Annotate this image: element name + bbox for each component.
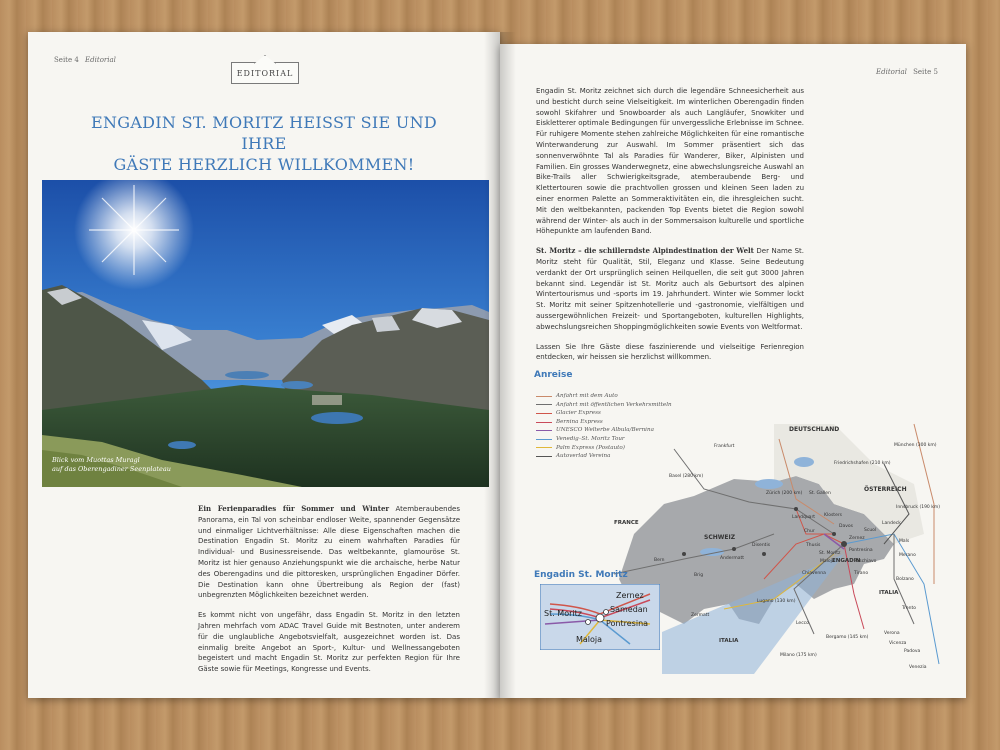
- legend-label: Venedig–St. Moritz Tour: [556, 435, 625, 442]
- right-page-number: Seite 5: [913, 68, 938, 76]
- label-milano: Milano (175 km): [780, 653, 817, 658]
- legend-item: [536, 392, 672, 401]
- label-italia-2: ITALIA: [879, 590, 899, 596]
- label-disentis: Disentis: [752, 543, 771, 548]
- legend-item: [536, 426, 672, 435]
- left-folio-section: Editorial: [85, 56, 116, 64]
- label-muenchen: München (300 km): [894, 443, 937, 448]
- book-spine-shadow: [484, 32, 516, 698]
- legend-line-swatch: [536, 447, 552, 448]
- label-france: FRANCE: [614, 520, 639, 526]
- anreise-title: Anreise: [534, 370, 573, 380]
- left-body-text: [198, 504, 460, 684]
- label-scuol: Scuol: [864, 528, 877, 533]
- legend-item: [536, 409, 672, 418]
- left-paragraph-2: Es kommt nicht von ungefähr, dass Engadin St. Moritz in den letzten Jahren mehrfach vom ADAC Travel Guide mit Bestnoten, unter anderem für die unglaubliche Angebotsvielfalt, ausgezeichnet worden ist. Das einmalig breite Angebot an Sport-, Kultur- und Wellnessangeboten begeistert und macht Engadin St. Moritz zur perfekten Region für Ihre Gäste sowie für Meetings, Kongresse und Events.: [198, 611, 460, 674]
- label-brig: Brig: [694, 573, 704, 578]
- right-body-text: [536, 86, 804, 372]
- right-page: [500, 44, 966, 698]
- label-friedrichshafen: Friedrichshafen (210 km): [834, 461, 891, 466]
- editorial-badge: [231, 62, 299, 84]
- label-verona: Verona: [884, 631, 900, 636]
- right-folio: [876, 68, 942, 76]
- legend-line-swatch: [536, 413, 552, 414]
- label-pontresina: Pontresina: [849, 548, 873, 553]
- left-page-number: Seite 4: [54, 56, 79, 64]
- legend-item: [536, 435, 672, 444]
- photo-caption-line-2: auf das Oberengadiner Seenplateau: [52, 465, 171, 473]
- label-lugano: Lugano (130 km): [757, 599, 796, 604]
- legend-line-swatch: [536, 456, 552, 457]
- legend-label: Autoverlad Vereina: [556, 453, 611, 460]
- left-paragraph-1-text: Atemberaubendes Panorama, ein Tal von scheinbar endloser Weite, spannender Gegensätze und einmaliger Lichtverhältnisse: Alle diese Eigenschaften machen die Destination Engadin St. Moritz zu einem wahrhaften Paradies für Individual- und Businessreisende. Das weltbekannte, glamouröse St. Moritz ist hier genauso Anziehungspunkt wie die archaische, herbe Natur des Oberengadins und die pittoresken, ursprünglichen Engadiner Dörfer. Die Destination kann ohne Übertreibung als Region der (fast) unbegrenzten Möglichkeiten bezeichnet werden.: [198, 505, 460, 600]
- right-folio-section: Editorial: [876, 68, 907, 76]
- label-padova: Padova: [904, 649, 921, 654]
- right-paragraph-2-lead: St. Moritz – die schillerndste Alpindestination der Welt: [536, 246, 754, 256]
- label-bern: Bern: [654, 558, 665, 563]
- headline-line-1: ENGADIN ST. MORITZ HEISST SIE UND IHRE: [90, 113, 438, 153]
- label-chur: Chur: [804, 529, 815, 534]
- label-klosters: Klosters: [824, 513, 843, 518]
- editorial-badge-label: EDITORIAL: [236, 68, 294, 78]
- label-maloja: Maloja: [820, 559, 835, 564]
- inset-label-maloja: Maloja: [576, 635, 603, 644]
- left-paragraph-1: [198, 504, 460, 601]
- label-lecco: Lecco: [796, 621, 809, 626]
- legend-line-swatch: [536, 439, 552, 440]
- right-paragraph-2-text: Der Name St. Moritz steht für Qualität, Stil, Eleganz und Klasse. Seine Bedeutung verdankt der Ort ursprünglich seinen Heilquellen, die seit gut 3000 Jahren bekannt sind. Legendär ist St. Moritz auch als Geburtsort des alpinen Wintertourismus und -sports im 19. Jahrhundert. Winter wie Sommer lockt St. Moritz mit seiner Spitzenhotellerie und -gastronomie, vielfältigen und aussergewöhnlichen Freizeit- und Sportangeboten, kulturellen Highlights, abwechslungsreichen Shoppingmöglichkeiten sowie Events von Weltformat.: [536, 247, 804, 331]
- label-merano: Merano: [899, 553, 916, 558]
- legend-label: Glacier Express: [556, 410, 601, 417]
- page-headline: [68, 112, 460, 175]
- label-italia: ITALIA: [719, 638, 739, 644]
- inset-label-samedan: Samedan: [610, 605, 648, 614]
- photo-caption-line-1: Blick vom Muottas Muragl: [52, 456, 140, 464]
- label-innsbruck: Innsbruck (190 km): [896, 505, 940, 510]
- label-zermatt: Zermatt: [691, 613, 710, 618]
- label-frankfurt: Frankfurt: [714, 444, 735, 449]
- left-page: [28, 32, 500, 698]
- inset-label-zernez: Zernez: [616, 591, 644, 600]
- label-bergamo: Bergamo (145 km): [826, 635, 869, 640]
- label-thusis: Thusis: [806, 543, 821, 548]
- label-davos: Davos: [839, 524, 853, 529]
- left-folio: [54, 56, 116, 64]
- label-bolzano: Bolzano: [896, 577, 914, 582]
- right-paragraph-2: [536, 246, 804, 332]
- label-poschiavo: Poschiavo: [854, 559, 877, 564]
- label-landquart: Landquart: [792, 515, 816, 520]
- legend-label: Bernina Express: [556, 418, 603, 425]
- legend-item: [536, 401, 672, 410]
- label-tirano: Tirano: [854, 571, 869, 576]
- label-st-moritz: St. Moritz: [819, 551, 841, 556]
- label-basel: Basel (280 km): [669, 474, 704, 479]
- photo-caption: [52, 456, 171, 474]
- label-st-gallen: St. Gallen: [809, 491, 831, 496]
- legend-label: Anfahrt mit öffentlichen Verkehrsmitteln: [556, 401, 672, 408]
- label-deutschland: DEUTSCHLAND: [789, 426, 840, 433]
- legend-item: [536, 444, 672, 453]
- inset-label-pontresina: Pontresina: [606, 619, 649, 628]
- label-oesterreich: ÖSTERREICH: [864, 486, 907, 493]
- label-schweiz: SCHWEIZ: [704, 534, 736, 541]
- legend-line-swatch: [536, 396, 552, 397]
- label-mals: Mals: [899, 539, 910, 544]
- engadin-inset-map: [540, 584, 660, 650]
- right-paragraph-3: Lassen Sie Ihre Gäste diese faszinierende und vielseitige Ferienregion entdecken, wir heissen sie herzlichst willkommen.: [536, 342, 804, 362]
- legend-line-swatch: [536, 422, 552, 423]
- label-vicenza: Vicenza: [889, 641, 907, 646]
- label-chiavenna: Chiavenna: [802, 571, 826, 576]
- headline-line-2: GÄSTE HERZLICH WILLKOMMEN!: [113, 155, 415, 174]
- legend-item: [536, 418, 672, 427]
- legend-line-swatch: [536, 404, 552, 405]
- legend-line-swatch: [536, 430, 552, 431]
- label-landeck: Landeck: [882, 521, 901, 526]
- label-engadin: ENGADIN: [832, 558, 861, 564]
- inset-label-st-moritz: St. Moritz: [544, 609, 582, 618]
- legend-label: Anfahrt mit dem Auto: [556, 393, 618, 399]
- label-trento: Trento: [902, 606, 916, 611]
- legend-label: Palm Express (Postauto): [556, 444, 625, 451]
- left-paragraph-1-lead: Ein Ferienparadies für Sommer und Winter: [198, 504, 390, 513]
- legend-item: [536, 452, 672, 461]
- right-paragraph-1: Engadin St. Moritz zeichnet sich durch die legendäre Schneesicherheit aus und besticht durch seine Vielseitigkeit. Im winterlichen Oberengadin finden sowohl Skifahrer und Snowboarder als auch Langläufer, Snowkiter und Eiskletterer optimale Bedingungen für unvergessliche Erlebnisse im Schnee. Für ruhigere Momente stehen zahlreiche Möglichkeiten für eine romantische Winterwanderung zur Auswahl. Im Sommer präsentiert sich das sonnenverwöhnte Tal als Paradies für Wanderer, Biker, Alpinisten und Familien. Ein grosses Wanderwegnetz, eine abwechslungsreiche Auswahl an Bike-Trails aller Schwierigkeitsgrade, atemberaubende Berg- und Klettertouren sowie die prachtvollen grossen und kleinen Seen laden zu einer enormen Palette an Sommeraktivitäten ein, die ihresgleichen sucht. Mit den weltbekannten, packenden Top Events bietet die Region sowohl während der Winter- als auch in der Sommersaison kulturelle und sportliche Höhepunkte am laufenden Band.: [536, 87, 804, 236]
- engadin-title: Engadin St. Moritz: [534, 570, 628, 580]
- mountain-photo: [42, 180, 489, 487]
- label-zuerich: Zürich (200 km): [766, 491, 803, 496]
- label-venezia: Venezia: [909, 665, 927, 670]
- map-legend: [536, 392, 672, 461]
- legend-label: UNESCO Welterbe Albula/Bernina: [556, 427, 654, 434]
- label-zernez: Zernez: [849, 536, 865, 541]
- label-andermatt: Andermatt: [720, 556, 744, 561]
